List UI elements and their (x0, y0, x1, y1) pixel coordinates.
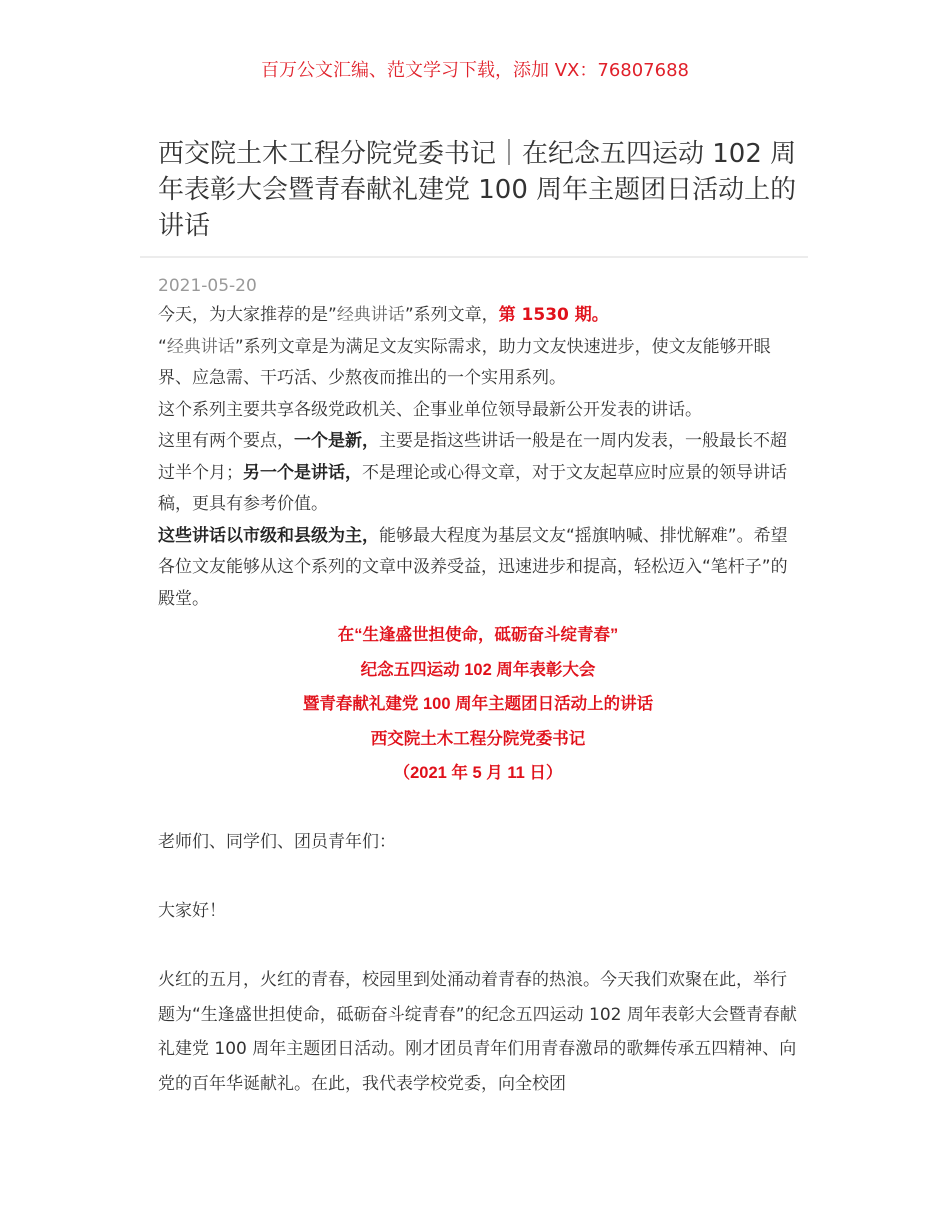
speech-body (158, 791, 798, 1102)
article-title: 西交院土木工程分院党委书记｜在纪念五四运动 102 周年表彰大会暨青春献礼建党 100 周年主题团日活动上的讲话 (158, 139, 797, 241)
blank-line (158, 929, 798, 964)
blank-line (158, 791, 798, 826)
title-divider (140, 256, 808, 258)
speech-heading (158, 618, 798, 791)
speech-heading-line-1: 在“生逢盛世担使命，砥砺奋斗绽青春” (337, 626, 619, 644)
intro-paragraph-5 (158, 521, 798, 616)
speech-date: （2021 年 5 月 11 日） (393, 764, 563, 782)
intro-text: 今天，为大家推荐的是” (158, 305, 337, 325)
intro-text: ”系列文章， (404, 305, 499, 325)
intro-text: 不是理论或心得文章，对于文友起草应时应景的领导讲话稿，更具有参考价值。 (158, 462, 787, 514)
speech-heading-line-2: 纪念五四运动 102 周年表彰大会 (360, 660, 596, 679)
intro-text: “ (158, 336, 167, 357)
speech-heading-line-4: 西交院土木工程分院党委书记 (370, 729, 586, 748)
intro-text: 这里有两个要点， (158, 431, 294, 451)
intro-text: 能够最大程度为基层文友“摇旗呐喊、排忧解难”。希望各位文友能够从这个系列的文章中汲养受益，迅速进步和提高，轻松迈入“笔杆子”的殿堂。 (158, 525, 788, 609)
key-point-new: 一个是新， (294, 431, 379, 451)
promo-banner: 百万公文汇编、范文学习下载，添加 VX：76807688 (261, 60, 689, 81)
series-intro (158, 300, 798, 615)
intro-paragraph-3: 这个系列主要共享各级党政机关、企事业单位领导最新公开发表的讲话。 (158, 399, 702, 420)
intro-paragraph-1 (158, 300, 798, 332)
greeting: 大家好！ (158, 901, 226, 921)
speech-heading-line-3: 暨青春献礼建党 100 周年主题团日活动上的讲话 (302, 695, 654, 713)
series-name: 经典讲话 (336, 305, 405, 325)
salutation: 老师们、同学们、团员青年们： (158, 832, 396, 852)
article-content (158, 272, 798, 1101)
intro-text: 主要是指这些讲话一般是在一周内发表，一般最长不超过半个月； (158, 431, 787, 483)
body-paragraph-1: 火红的五月，火红的青春，校园里到处涌动着青春的热浪。今天我们欢聚在此，举行题为“生逢盛世担使命，砥砺奋斗绽青春”的纪念五四运动 102 周年表彰大会暨青春献礼建党 100 周年主题团日活动。刚才团员青年们用青春激昂的歌舞传承五四精神、向党的百年华诞献礼。在此，我代表学校党委，向全校团 (158, 970, 797, 1094)
issue-number: 第 1530 期。 (498, 305, 609, 325)
intro-paragraph-2 (158, 332, 798, 395)
publish-date: 2021-05-20 (158, 276, 257, 296)
series-name: 经典讲话 (166, 336, 235, 357)
key-point-level: 这些讲话以市级和县级为主， (158, 525, 379, 546)
blank-line (158, 860, 798, 895)
intro-paragraph-4 (158, 426, 798, 521)
key-point-speech: 另一个是讲话， (243, 462, 362, 483)
intro-text: ”系列文章是为满足文友实际需求，助力文友快速进步，使文友能够开眼界、应急需、干巧活、少熬夜而推出的一个实用系列。 (158, 336, 771, 388)
